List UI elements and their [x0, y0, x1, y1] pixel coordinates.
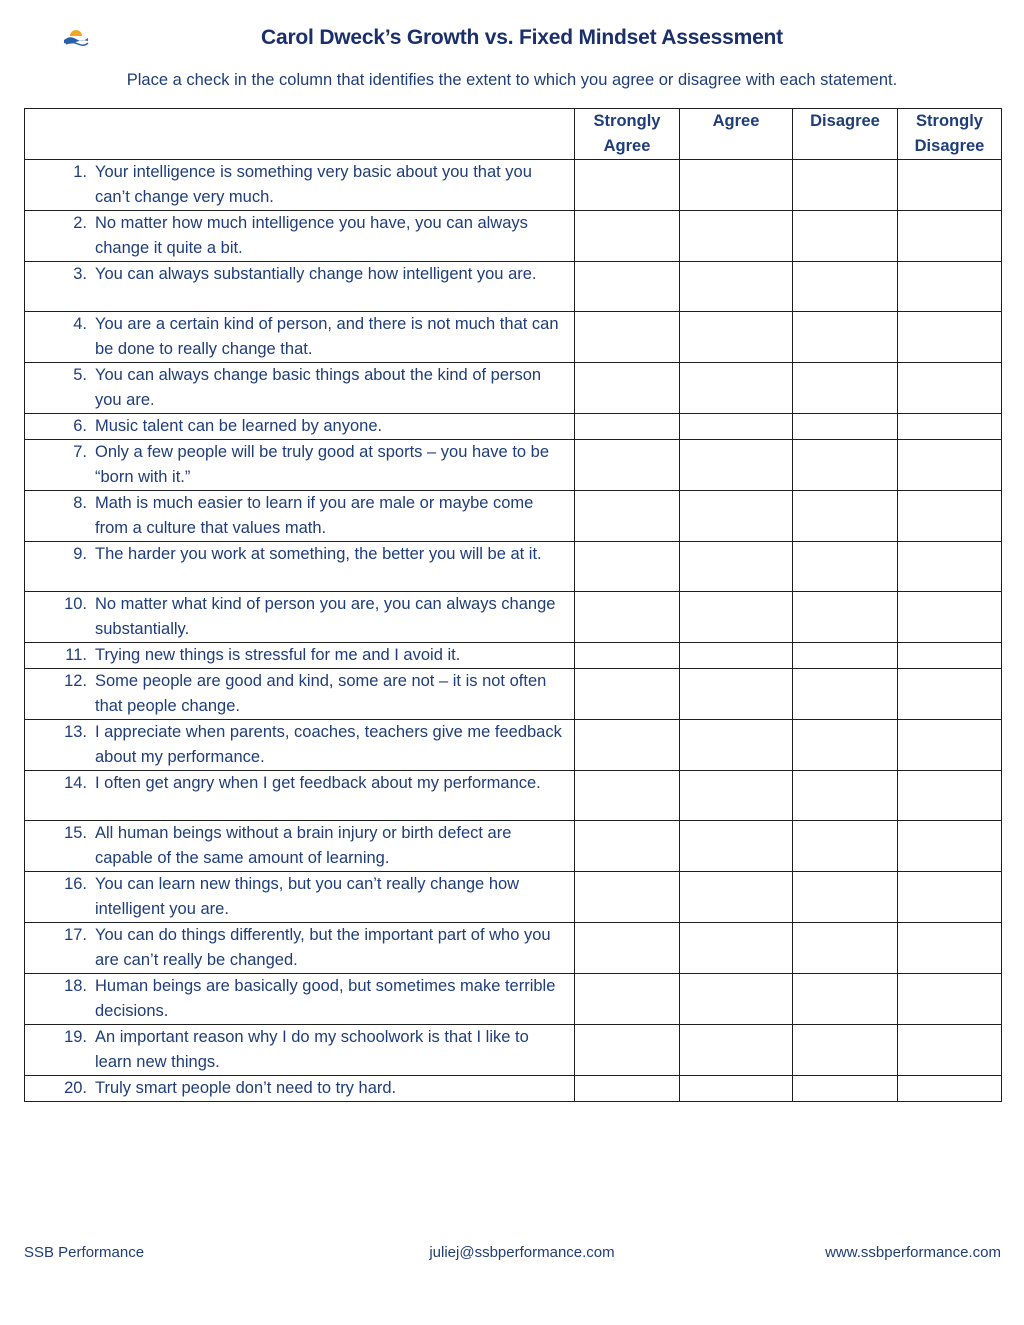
statement-number: 5. — [73, 366, 87, 384]
check-cell-disagree[interactable] — [793, 414, 898, 440]
check-cell-disagree[interactable] — [793, 669, 898, 720]
check-cell-agree[interactable] — [680, 821, 793, 872]
statement-cell — [25, 669, 575, 720]
check-cell-strongly-disagree[interactable] — [898, 974, 1002, 1025]
check-cell-strongly-disagree[interactable] — [898, 363, 1002, 414]
check-cell-agree[interactable] — [680, 974, 793, 1025]
check-cell-agree[interactable] — [680, 262, 793, 312]
check-cell-strongly-agree[interactable] — [575, 542, 680, 592]
check-cell-agree[interactable] — [680, 542, 793, 592]
check-cell-disagree[interactable] — [793, 312, 898, 363]
check-cell-strongly-agree[interactable] — [575, 363, 680, 414]
statement-text: Music talent can be learned by anyone. — [95, 417, 383, 435]
statement-number: 4. — [73, 315, 87, 333]
check-cell-strongly-agree[interactable] — [575, 414, 680, 440]
check-cell-strongly-disagree[interactable] — [898, 643, 1002, 669]
check-cell-agree[interactable] — [680, 1025, 793, 1076]
statement-number: 10. — [64, 595, 87, 613]
check-cell-disagree[interactable] — [793, 923, 898, 974]
statement-cell — [25, 211, 575, 262]
statement-row — [25, 1025, 1002, 1076]
statement-text: You can do things differently, but the important part of who you are can’t really be changed. — [95, 926, 551, 969]
statement-row — [25, 872, 1002, 923]
check-cell-agree[interactable] — [680, 363, 793, 414]
check-cell-disagree[interactable] — [793, 1025, 898, 1076]
check-cell-strongly-agree[interactable] — [575, 669, 680, 720]
check-cell-disagree[interactable] — [793, 872, 898, 923]
check-cell-strongly-agree[interactable] — [575, 1076, 680, 1102]
statement-row — [25, 821, 1002, 872]
check-cell-strongly-disagree[interactable] — [898, 923, 1002, 974]
statement-number: 14. — [64, 774, 87, 792]
statement-text: Only a few people will be truly good at sports – you have to be “born with it.” — [95, 443, 550, 486]
statement-text: An important reason why I do my schoolwork is that I like to learn new things. — [95, 1028, 529, 1071]
statement-number: 12. — [64, 672, 87, 690]
check-cell-disagree[interactable] — [793, 821, 898, 872]
assessment-table — [24, 108, 1002, 1102]
check-cell-strongly-agree[interactable] — [575, 262, 680, 312]
statement-text: No matter how much intelligence you have, you can always change it quite a bit. — [95, 214, 528, 257]
statement-cell — [25, 1025, 575, 1076]
header-row — [25, 109, 1002, 160]
statement-number: 20. — [64, 1079, 87, 1097]
check-cell-agree[interactable] — [680, 872, 793, 923]
check-cell-strongly-disagree[interactable] — [898, 262, 1002, 312]
statement-text: The harder you work at something, the better you will be at it. — [95, 545, 542, 563]
check-cell-strongly-disagree[interactable] — [898, 872, 1002, 923]
statement-number: 18. — [64, 977, 87, 995]
check-cell-strongly-disagree[interactable] — [898, 771, 1002, 821]
statement-row — [25, 643, 1002, 669]
statement-cell — [25, 821, 575, 872]
statement-number: 1. — [73, 163, 87, 181]
check-cell-strongly-disagree[interactable] — [898, 440, 1002, 491]
statement-cell — [25, 592, 575, 643]
footer-website: www.ssbperformance.com — [825, 1244, 1001, 1261]
statement-cell — [25, 414, 575, 440]
check-cell-strongly-agree[interactable] — [575, 643, 680, 669]
statement-cell — [25, 312, 575, 363]
footer-company: SSB Performance — [24, 1244, 145, 1261]
statement-number: 16. — [64, 875, 87, 893]
check-cell-strongly-agree[interactable] — [575, 592, 680, 643]
check-cell-disagree[interactable] — [793, 592, 898, 643]
check-cell-strongly-disagree[interactable] — [898, 312, 1002, 363]
statement-cell — [25, 974, 575, 1025]
statement-row — [25, 491, 1002, 542]
statement-cell — [25, 1076, 575, 1102]
statement-cell — [25, 643, 575, 669]
check-cell-disagree[interactable] — [793, 211, 898, 262]
statement-cell — [25, 491, 575, 542]
statement-row — [25, 312, 1002, 363]
statement-text: You can always change basic things about the kind of person you are. — [95, 366, 542, 409]
check-cell-disagree[interactable] — [793, 491, 898, 542]
check-cell-strongly-disagree[interactable] — [898, 1076, 1002, 1102]
check-cell-disagree[interactable] — [793, 160, 898, 211]
statement-cell — [25, 872, 575, 923]
check-cell-strongly-agree[interactable] — [575, 771, 680, 821]
statement-text: I appreciate when parents, coaches, teachers give me feedback about my performance. — [95, 723, 562, 766]
statement-number: 2. — [73, 214, 87, 232]
check-cell-agree[interactable] — [680, 440, 793, 491]
statement-number: 6. — [73, 417, 87, 435]
check-cell-agree[interactable] — [680, 669, 793, 720]
statement-cell — [25, 923, 575, 974]
statement-number: 9. — [73, 545, 87, 563]
statement-row — [25, 211, 1002, 262]
check-cell-agree[interactable] — [680, 771, 793, 821]
check-cell-strongly-agree[interactable] — [575, 312, 680, 363]
check-cell-strongly-agree[interactable] — [575, 160, 680, 211]
statement-cell — [25, 720, 575, 771]
statement-number: 3. — [73, 265, 87, 283]
statement-cell — [25, 262, 575, 312]
statement-number: 8. — [73, 494, 87, 512]
check-cell-strongly-agree[interactable] — [575, 872, 680, 923]
check-cell-strongly-agree[interactable] — [575, 211, 680, 262]
statement-number: 11. — [65, 646, 87, 664]
statement-row — [25, 1076, 1002, 1102]
check-cell-strongly-agree[interactable] — [575, 923, 680, 974]
statement-text: No matter what kind of person you are, you can always change substantially. — [95, 595, 556, 638]
check-cell-strongly-disagree[interactable] — [898, 160, 1002, 211]
statement-cell — [25, 440, 575, 491]
statement-cell — [25, 363, 575, 414]
statement-text: You can learn new things, but you can’t really change how intelligent you are. — [95, 875, 520, 918]
check-cell-strongly-disagree[interactable] — [898, 592, 1002, 643]
statement-cell — [25, 542, 575, 592]
statement-row — [25, 414, 1002, 440]
statement-row — [25, 592, 1002, 643]
statement-number: 13. — [64, 723, 87, 741]
statement-number: 15. — [64, 824, 87, 842]
check-cell-strongly-disagree[interactable] — [898, 542, 1002, 592]
column-header-strongly-disagree: Strongly Disagree — [898, 109, 1002, 160]
column-header-disagree: Disagree — [793, 109, 898, 160]
check-cell-agree[interactable] — [680, 211, 793, 262]
statement-text: Your intelligence is something very basic about you that you can’t change very much. — [95, 163, 532, 206]
check-cell-disagree[interactable] — [793, 974, 898, 1025]
statement-column-header — [25, 109, 575, 160]
statement-cell — [25, 160, 575, 211]
check-cell-agree[interactable] — [680, 312, 793, 363]
check-cell-strongly-disagree[interactable] — [898, 1025, 1002, 1076]
statement-text: You can always substantially change how intelligent you are. — [95, 265, 537, 283]
check-cell-strongly-agree[interactable] — [575, 491, 680, 542]
check-cell-strongly-disagree[interactable] — [898, 669, 1002, 720]
statement-cell — [25, 771, 575, 821]
statement-number: 17. — [64, 926, 87, 944]
check-cell-strongly-agree[interactable] — [575, 1025, 680, 1076]
check-cell-disagree[interactable] — [793, 363, 898, 414]
check-cell-agree[interactable] — [680, 923, 793, 974]
footer-email: juliej@ssbperformance.com — [429, 1244, 615, 1261]
check-cell-agree[interactable] — [680, 414, 793, 440]
statement-row — [25, 923, 1002, 974]
check-cell-strongly-agree[interactable] — [575, 720, 680, 771]
instruction-text: Place a check in the column that identifies the extent to which you agree or disagree with each statement. — [126, 71, 898, 89]
statement-text: You are a certain kind of person, and there is not much that can be done to really change that. — [95, 315, 559, 358]
check-cell-strongly-disagree[interactable] — [898, 821, 1002, 872]
check-cell-agree[interactable] — [680, 1076, 793, 1102]
statement-row — [25, 160, 1002, 211]
check-cell-disagree[interactable] — [793, 720, 898, 771]
statement-text: I often get angry when I get feedback about my performance. — [95, 774, 541, 792]
statement-text: Human beings are basically good, but sometimes make terrible decisions. — [95, 977, 556, 1020]
check-cell-disagree[interactable] — [793, 771, 898, 821]
statement-number: 19. — [64, 1028, 87, 1046]
statement-row — [25, 440, 1002, 491]
check-cell-disagree[interactable] — [793, 262, 898, 312]
statement-row — [25, 262, 1002, 312]
check-cell-disagree[interactable] — [793, 542, 898, 592]
statement-row — [25, 771, 1002, 821]
statement-row — [25, 363, 1002, 414]
statement-text: Math is much easier to learn if you are male or maybe come from a culture that values math. — [95, 494, 534, 537]
check-cell-disagree[interactable] — [793, 440, 898, 491]
check-cell-agree[interactable] — [680, 160, 793, 211]
statement-text: All human beings without a brain injury or birth defect are capable of the same amount of learning. — [95, 824, 512, 867]
statement-text: Some people are good and kind, some are not – it is not often that people change. — [95, 672, 547, 715]
statement-text: Truly smart people don’t need to try hard. — [95, 1079, 397, 1097]
check-cell-strongly-disagree[interactable] — [898, 491, 1002, 542]
check-cell-strongly-disagree[interactable] — [898, 211, 1002, 262]
check-cell-agree[interactable] — [680, 592, 793, 643]
statement-text: Trying new things is stressful for me and I avoid it. — [95, 646, 461, 664]
column-header-agree: Agree — [680, 109, 793, 160]
check-cell-disagree[interactable] — [793, 643, 898, 669]
check-cell-strongly-disagree[interactable] — [898, 414, 1002, 440]
statement-row — [25, 669, 1002, 720]
statement-row — [25, 720, 1002, 771]
check-cell-strongly-agree[interactable] — [575, 974, 680, 1025]
statement-row — [25, 542, 1002, 592]
check-cell-agree[interactable] — [680, 491, 793, 542]
column-header-strongly-agree: Strongly Agree — [575, 109, 680, 160]
statement-row — [25, 974, 1002, 1025]
check-cell-strongly-disagree[interactable] — [898, 720, 1002, 771]
check-cell-strongly-agree[interactable] — [575, 821, 680, 872]
page-title: Carol Dweck’s Growth vs. Fixed Mindset Assessment — [261, 26, 783, 49]
check-cell-strongly-agree[interactable] — [575, 440, 680, 491]
statement-number: 7. — [73, 443, 87, 461]
check-cell-disagree[interactable] — [793, 1076, 898, 1102]
check-cell-agree[interactable] — [680, 720, 793, 771]
check-cell-agree[interactable] — [680, 643, 793, 669]
